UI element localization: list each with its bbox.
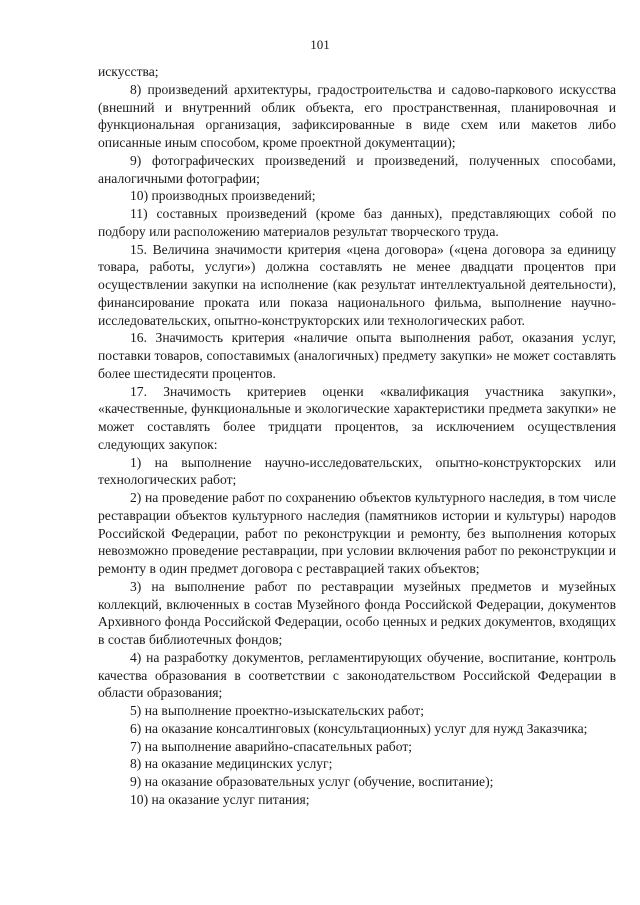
paragraph-list-item-7: 7) на выполнение аварийно-спасательных работ;	[130, 738, 413, 754]
paragraph-list-item-9: 9) на оказание образовательных услуг (обучение, воспитание);	[130, 774, 494, 789]
paragraph-clause-15: 15. Величина значимости критерия «цена договора» («цена договора за единицу товара, работы, услуги») должна составлять не менее двадцати процентов при осуществлении закупки на исполнение (как результат интеллектуальной деятельности), финансирование проката или показа национального фильма, выполнение научно-исследовательских, опытно-конструкторских или технологических работ.	[98, 241, 616, 328]
paragraph-clause-16: 16. Значимость критерия «наличие опыта выполнения работ, оказания услуг, поставки товаров, сопоставимых (аналогичных) предмету закупки» не может составлять более шестидесяти процентов.	[98, 330, 616, 381]
paragraph-list-item-3: 3) на выполнение работ по реставрации музейных предметов и музейных коллекций, включенных в состав Музейного фонда Российской Федерации, документов Архивного фонда Российской Федерации, особо ценных и редких документов, входящих в состав библиотечных фондов;	[98, 578, 616, 647]
paragraph-list-item-8: 8) на оказание медицинских услуг;	[130, 756, 333, 772]
paragraph-list-item-6: 6) на оказание консалтинговых (консультационных) услуг для нужд Заказчика;	[130, 720, 588, 736]
paragraph-list-item-5: 5) на выполнение проектно-изыскательских работ;	[130, 703, 425, 718]
paragraph-list-item-2: 2) на проведение работ по сохранению объектов культурного наследия, в том числе реставрации объектов культурного наследия (памятников истории и культуры) народов Российской Федерации, работ по реконструкции и ремонту, без выполнения которых невозможно проведение реставрации, при условии включения работ по реконструкции и ремонту в один предмет договора с реставрацией таких объектов;	[98, 490, 616, 576]
paragraph-item-8-architecture: 8) произведений архитектуры, градостроительства и садово-паркового искусства (внешний и внутренний облик объекта, его пространственная, планировочная и функциональная организация, зафиксированные в виде схем или макетов либо описанные иным способом, кроме проектной документации);	[98, 81, 616, 150]
paragraph-item-10-derivative: 10) производных произведений;	[130, 188, 316, 204]
paragraph-list-item-10: 10) на оказание услуг питания;	[130, 791, 310, 807]
paragraph-continuation: искусства;	[98, 64, 159, 79]
paragraph-item-11-composite: 11) составных произведений (кроме баз данных), представляющих собой по подбору или расположению материалов результат творческого труда.	[98, 206, 616, 239]
page-number: 101	[310, 37, 330, 52]
paragraph-item-9-photography: 9) фотографических произведений и произведений, полученных способами, аналогичными фотографии;	[98, 152, 616, 186]
paragraph-clause-17: 17. Значимость критериев оценки «квалификация участника закупки», «качественные, функциональные и экологические характеристики предмета закупки» не может составлять более тридцати процентов, за исключением осуществления следующих закупок:	[98, 383, 616, 452]
document-body	[98, 63, 616, 809]
paragraph-list-item-1: 1) на выполнение научно-исследовательских, опытно-конструкторских или технологических работ;	[98, 454, 616, 488]
paragraph-list-item-4: 4) на разработку документов, регламентирующих обучение, воспитание, контроль качества образования в соответствии с законодательством Российской Федерации в области образования;	[98, 649, 616, 701]
